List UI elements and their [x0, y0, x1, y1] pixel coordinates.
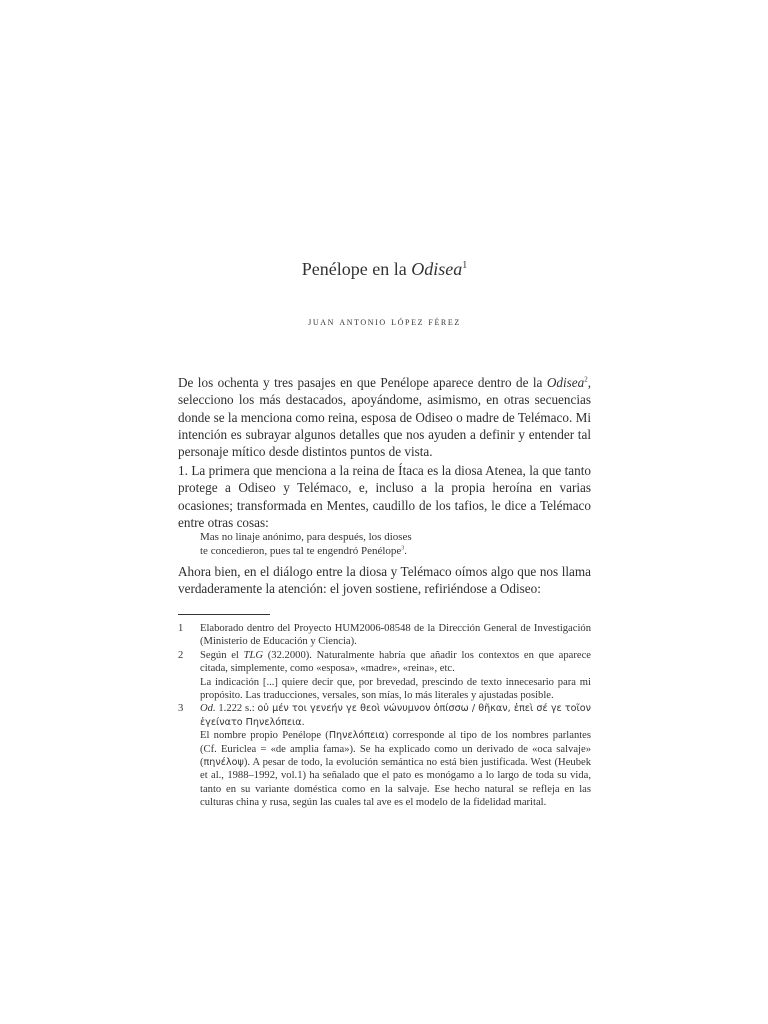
paragraph-3: Ahora bien, en el diálogo entre la diosa y Telémaco oímos algo que nos llama verdaderamente la atención: el joven sostiene, refiriéndose a Odiseo:	[178, 564, 591, 597]
footnote-number: 2	[178, 649, 184, 661]
quote-line-2-text: te concedieron, pues tal te engendró Penélope	[200, 545, 402, 557]
footnote-text	[200, 649, 591, 676]
quote-line-2	[200, 544, 591, 558]
footnote-3-greek3: πηνέλοψ	[203, 757, 244, 769]
footnote-1	[178, 622, 591, 649]
footnote-3-b: El nombre propio Penélope (	[200, 730, 329, 742]
quote-line-1: Mas no linaje anónimo, para después, los dioses	[200, 531, 412, 543]
footnote-3-italic: Od.	[200, 703, 216, 715]
footnote-3-greek: οὐ μέν τοι γενεήν γε θεοὶ νώνυμνον ὀπίσσω / θῆκαν, ἐπεὶ σέ γε τοῖον ἐγείνατο Πηνελόπεια.	[200, 703, 592, 728]
title-text: Penélope en la	[301, 259, 412, 279]
footnote-2-a: Según el	[200, 649, 244, 661]
title-footnote-mark: 1	[462, 260, 468, 271]
footnote-3-ref: 1.222 s.:	[215, 703, 258, 715]
footnote-3	[178, 702, 591, 809]
title-italic: Odisea	[411, 259, 463, 279]
article-title	[178, 257, 591, 281]
footnote-3-d: ). A pesar de todo, la evolución semántica no está bien justificada. West (Heubek et al., 1988–1992, vol.1) ha señalado que el pato es monógamo a lo largo de toda su vida, tanto en su variante doméstica como en la salvaje. Ese hecho natural se refleja en las culturas china y rusa, según las cuales tal ave es el modelo de la fidelidad marital.	[200, 757, 591, 809]
intro-text-a: De los ochenta y tres pasajes en que Penélope aparece dentro de la	[178, 375, 547, 390]
quote-end: .	[404, 545, 408, 557]
intro-text-b: , selecciono los más destacados, apoyándome, asimismo, en otras secuencias donde se la menciona como reina, esposa de Odiseo o madre de Telémaco. Mi intención es subrayar algunos detalles que nos ayuden a definir y entender tal personaje mítico desde distintos puntos de vista.	[178, 375, 591, 460]
section-1-paragraph: 1. La primera que menciona a la reina de Ítaca es la diosa Atenea, la que tanto protege a Odiseo y Telémaco, e, incluso a la propia heroína en varias ocasiones; transformada en Mentes, caudillo de los tafios, le dice a Telémaco entre otras cosas:	[178, 463, 591, 530]
footnote-text: Elaborado dentro del Proyecto HUM2006-08548 de la Dirección General de Investigación (Ministerio de Educación y Ciencia).	[200, 623, 591, 648]
footnote-2-continuation: La indicación [...] quiere decir que, por brevedad, prescindo de texto innecesario para mi propósito. Las traducciones, versales, son mías, lo más literales y ajustadas posible.	[200, 676, 591, 702]
quote-footnote-mark: 3	[401, 545, 405, 552]
footnote-number: 3	[178, 703, 184, 715]
footnote-3-c: ) corresponde al tipo de los nombres parlantes (Cf. Euriclea = «de amplia fama»). Se ha explicado como un derivado de «oca salvaje» (	[200, 730, 592, 769]
intro-paragraph	[178, 374, 591, 460]
intro-footnote-mark: 2	[584, 375, 588, 384]
footnote-2-italic: TLG	[243, 649, 264, 661]
footnote-3-greek2: Πηνελόπεια	[328, 730, 385, 742]
footnote-2-b: (32.2000). Naturalmente habría que añadir los contextos en que aparece citada, simplemente, como «esposa», «madre», «reina», etc.	[200, 649, 591, 675]
footnote-text	[200, 702, 591, 729]
footnotes	[178, 622, 591, 810]
verse-quote	[200, 530, 591, 558]
footnote-rule	[178, 614, 270, 615]
author-name: juan antonio lópez férez	[308, 316, 461, 328]
footnote-3-continuation	[200, 729, 591, 809]
footnote-number: 1	[178, 623, 184, 634]
footnote-2	[178, 649, 591, 703]
intro-italic: Odisea	[546, 375, 585, 390]
